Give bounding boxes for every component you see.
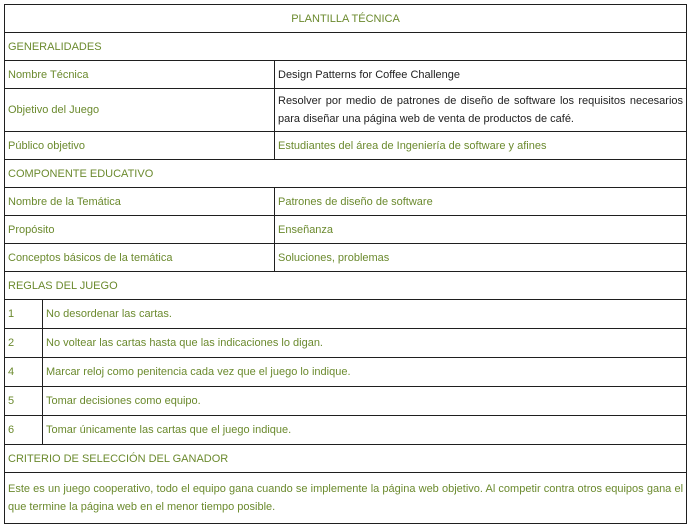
rule-row — [5, 358, 687, 387]
rule-number: 5 — [5, 387, 43, 416]
rule-text: Tomar únicamente las cartas que el juego indique. — [43, 416, 687, 445]
row-value: Resolver por medio de patrones de diseño de software los requisitos necesarios para diseñar una página web de venta de productos de café. — [275, 89, 687, 132]
reglas-header: REGLAS DEL JUEGO — [5, 272, 687, 300]
row-value: Enseñanza — [275, 216, 687, 244]
row-value: Estudiantes del área de Ingeniería de software y afines — [275, 132, 687, 160]
table-row — [5, 216, 687, 244]
table-row — [5, 132, 687, 160]
section-header-row — [5, 160, 687, 188]
section-header-row — [5, 272, 687, 300]
section-header-row — [5, 33, 687, 61]
title-row — [5, 5, 687, 33]
generalidades-header: GENERALIDADES — [5, 33, 687, 61]
row-label: Propósito — [5, 216, 275, 244]
row-value: Design Patterns for Coffee Challenge — [275, 61, 687, 89]
row-label: Nombre Técnica — [5, 61, 275, 89]
rule-row — [5, 387, 687, 416]
rule-text: No desordenar las cartas. — [43, 300, 687, 329]
row-label: Público objetivo — [5, 132, 275, 160]
template-title: PLANTILLA TÉCNICA — [5, 5, 687, 33]
row-label: Conceptos básicos de la temática — [5, 244, 275, 272]
table-row — [5, 244, 687, 272]
criterio-row — [5, 473, 687, 524]
rule-row — [5, 416, 687, 445]
row-label: Objetivo del Juego — [5, 89, 275, 132]
table-row — [5, 188, 687, 216]
rule-number: 2 — [5, 329, 43, 358]
row-value: Patrones de diseño de software — [275, 188, 687, 216]
table-row — [5, 61, 687, 89]
section-header-row — [5, 445, 687, 473]
rule-row — [5, 300, 687, 329]
componente-header: COMPONENTE EDUCATIVO — [5, 160, 687, 188]
rule-row — [5, 329, 687, 358]
rule-text: No voltear las cartas hasta que las indicaciones lo digan. — [43, 329, 687, 358]
criterio-header: CRITERIO DE SELECCIÓN DEL GANADOR — [5, 445, 687, 473]
rule-number: 4 — [5, 358, 43, 387]
rule-number: 1 — [5, 300, 43, 329]
table-row — [5, 89, 687, 132]
technical-template-sheet — [4, 4, 686, 524]
technical-template-table — [4, 4, 687, 524]
rule-text: Tomar decisiones como equipo. — [43, 387, 687, 416]
criterio-text: Este es un juego cooperativo, todo el equipo gana cuando se implemente la página web objetivo. Al competir contra otros equipos gana el que termine la página web en el menor tiempo posible. — [5, 473, 687, 524]
rule-number: 6 — [5, 416, 43, 445]
rule-text: Marcar reloj como penitencia cada vez que el juego lo indique. — [43, 358, 687, 387]
row-label: Nombre de la Temática — [5, 188, 275, 216]
row-value: Soluciones, problemas — [275, 244, 687, 272]
